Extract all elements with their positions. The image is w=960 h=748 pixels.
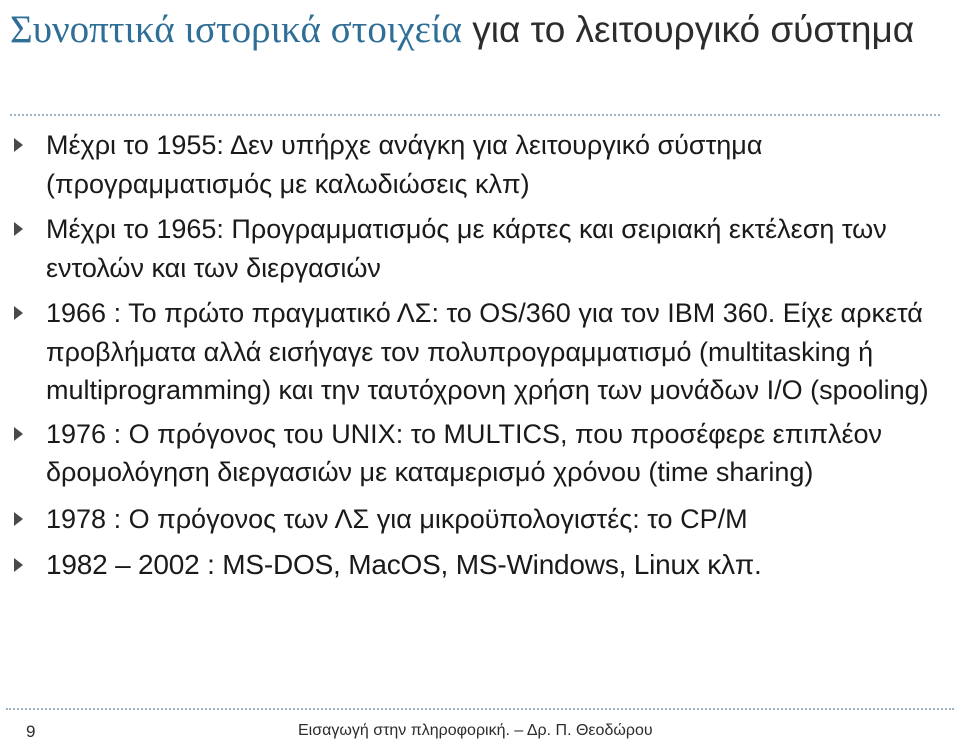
bullet-text: 1976 : Ο πρόγονος του UNIX: το MULTICS, που προσέφερε επιπλέον δρομολόγηση διεργασιών με καταμερισμό χρόνου (time sharing) <box>46 418 883 487</box>
slide-title-part2: για το λειτουργικό σύστημα <box>461 9 915 50</box>
slide-title-part1: Συνοπτικά ιστορικά στοιχεία <box>10 8 462 51</box>
bullet-text: 1966 : Το πρώτο πραγματικό ΛΣ: το OS/360 για τον IBM 360. Είχε αρκετά προβλήματα αλλά εισήγαγε τον πολυπρογραμματισμό (multitasking ή multiprogramming) και την ταυτόχρονη χρήση των μονάδων I/O (spooling) <box>46 298 929 405</box>
bullet-text: 1978 : Ο πρόγονος των ΛΣ για μικροϋπολογιστές: το CP/M <box>46 503 748 534</box>
triangle-bullet-icon <box>14 512 23 526</box>
bullet-list <box>12 122 942 585</box>
bullet-item-1982 <box>12 546 942 585</box>
triangle-bullet-icon <box>14 427 23 441</box>
bullet-text: 1982 – 2002 : MS-DOS, MacOS, MS-Windows, Linux κλπ. <box>46 549 762 580</box>
bullet-item-1965 <box>12 210 942 287</box>
bullet-text: Μέχρι το 1965: Προγραμματισμός με κάρτες και σειριακή εκτέλεση των εντολών και των διεργασιών <box>46 214 887 283</box>
bullet-item-1966 <box>12 294 942 410</box>
triangle-bullet-icon <box>14 306 23 320</box>
triangle-bullet-icon <box>14 558 23 572</box>
footer-text: Εισαγωγή στην πληροφορική. – Δρ. Π. Θεοδώρου <box>298 722 653 739</box>
triangle-bullet-icon <box>14 138 23 152</box>
title-divider <box>10 114 940 116</box>
slide-title <box>10 2 940 58</box>
page-number: 9 <box>26 722 36 741</box>
triangle-bullet-icon <box>14 222 23 236</box>
bullet-item-1978 <box>12 500 942 539</box>
bullet-item-1976 <box>12 415 942 492</box>
footer-divider <box>6 708 954 710</box>
bullet-item-1955 <box>12 126 942 203</box>
bullet-text: Μέχρι το 1955: Δεν υπήρχε ανάγκη για λειτουργικό σύστημα (προγραμματισμός με καλωδιώσεις κλπ) <box>46 130 763 199</box>
